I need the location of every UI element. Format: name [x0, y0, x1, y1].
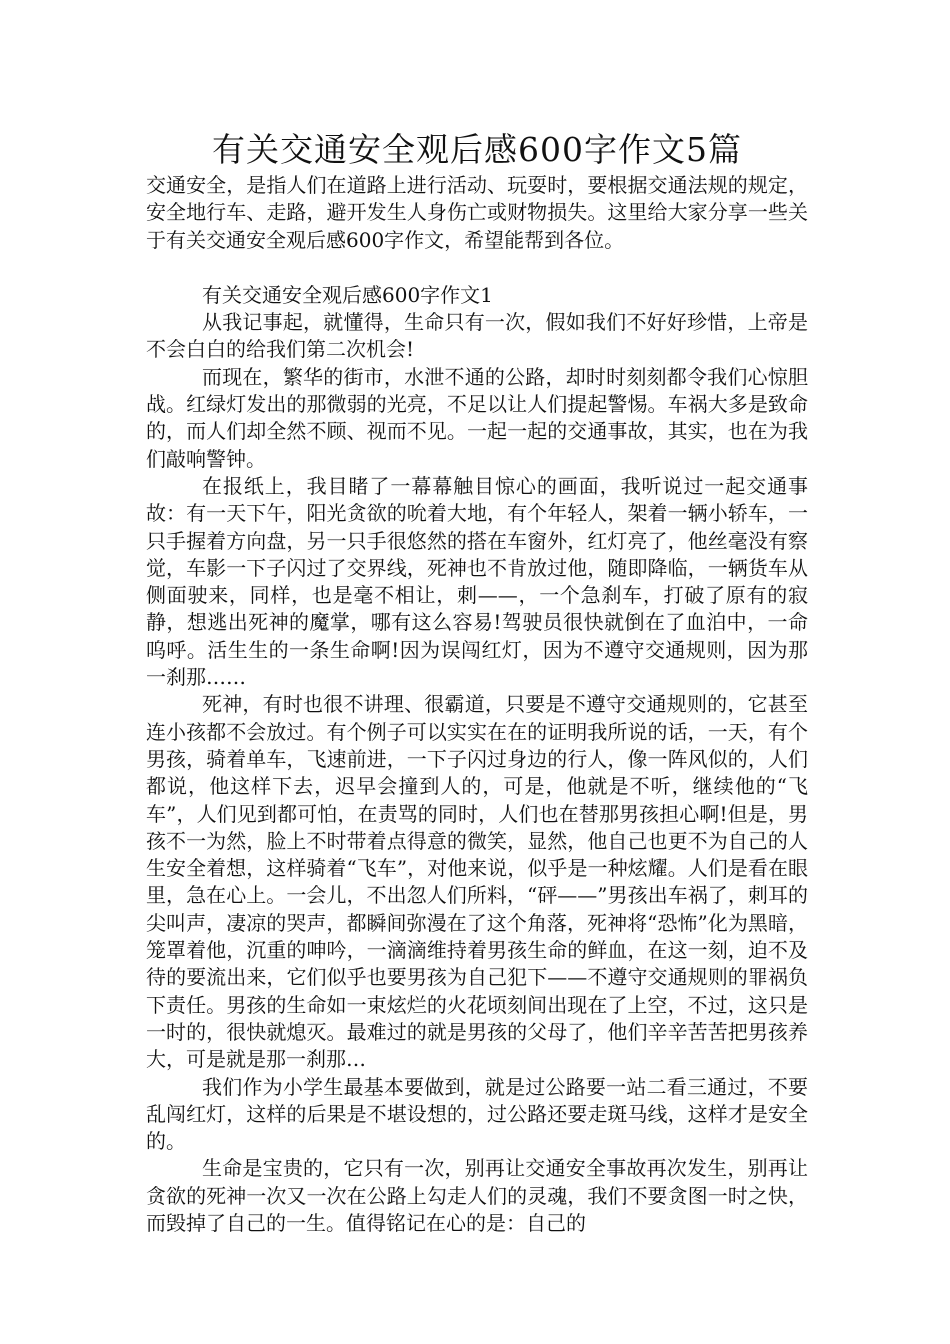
- body-paragraph-6: 生命是宝贵的，它只有一次，别再让交通安全事故再次发生，别再让贪欲的死神一次又一次在公路上勾走人们的灵魂，我们不要贪图一时之快，而毁掉了自己的一生。值得铭记在心的是：自己的: [146, 1156, 808, 1235]
- blank-line: [146, 254, 808, 282]
- body-paragraph-4: 死神，有时也很不讲理、很霸道，只要是不遵守交通规则的，它甚至连小孩都不会放过。有个例子可以实实在在的证明我所说的话，一天，有个男孩，骑着单车，飞速前进，一下子闪过身边的行人，像一阵风似的，人们都说，他这样下去，迟早会撞到人的，可是，他就是不听，继续他的“飞车”，人们见到都可怕，在责骂的同时，人们也在替那男孩担心啊!但是，男孩不一为然，脸上不时带着点得意的微笑，显然，他自己也更不为自己的人生安全着想，这样骑着“飞车”，对他来说，似乎是一种炫耀。人们是看在眼里，急在心上。一会儿，不出忽人们所料，“砰——”男孩出车祸了，刺耳的尖叫声，凄凉的哭声，都瞬间弥漫在了这个角落，死神将“恐怖”化为黑暗，笼罩着他，沉重的呻吟，一滴滴维持着男孩生命的鲜血，在这一刻，迫不及待的要流出来，它们似乎也要男孩为自己犯下——不遵守交通规则的罪祸负下责任。男孩的生命如一束炫烂的火花顷刻间出现在了上空，不过，这只是一时的，很快就熄灭。最难过的就是男孩的父母了，他们辛辛苦苦把男孩养大，可是就是那一刹那…: [146, 692, 808, 1072]
- document-page: [146, 128, 808, 1237]
- document-title: 有关交通安全观后感600字作文5篇: [212, 130, 742, 169]
- body-paragraph-5: 我们作为小学生最基本要做到，就是过公路要一站二看三通过，不要乱闯红灯，这样的后果是不堪设想的，过公路还要走斑马线，这样才是安全的。: [146, 1074, 808, 1154]
- body-paragraph-1: 从我记事起，就懂得，生命只有一次，假如我们不好好珍惜，上帝是不会白白的给我们第二次机会!: [146, 310, 808, 362]
- section-heading: 有关交通安全观后感600字作文1: [202, 282, 493, 307]
- body-paragraph-2: 而现在，繁华的街市，水泄不通的公路，却时时刻刻都令我们心惊胆战。红绿灯发出的那微弱的光亮，不足以让人们提起警惕。车祸大多是致命的，而人们却全然不顾、视而不见。一起一起的交通事故，其实，也在为我们敲响警钟。: [146, 364, 808, 471]
- intro-paragraph: 交通安全，是指人们在道路上进行活动、玩耍时，要根据交通法规的规定，安全地行车、走路，避开发生人身伤亡或财物损失。这里给大家分享一些关于有关交通安全观后感600字作文，希望能帮到各位。: [146, 173, 808, 252]
- body-paragraph-3: 在报纸上，我目睹了一幕幕触目惊心的画面，我听说过一起交通事故：有一天下午，阳光贪欲的吮着大地，有个年轻人，架着一辆小轿车，一只手握着方向盘，另一只手很悠然的搭在车窗外，红灯亮了，他丝毫没有察觉，车影一下子闪过了交界线，死神也不肯放过他，随即降临，一辆货车从侧面驶来，同样，也是毫不相让，刺——，一个急刹车，打破了原有的寂静，想逃出死神的魔掌，哪有这么容易!驾驶员很快就倒在了血泊中，一命呜呼。活生生的一条生命啊!因为误闯红灯，因为不遵守交通规则，因为那一刹那……: [146, 473, 808, 690]
